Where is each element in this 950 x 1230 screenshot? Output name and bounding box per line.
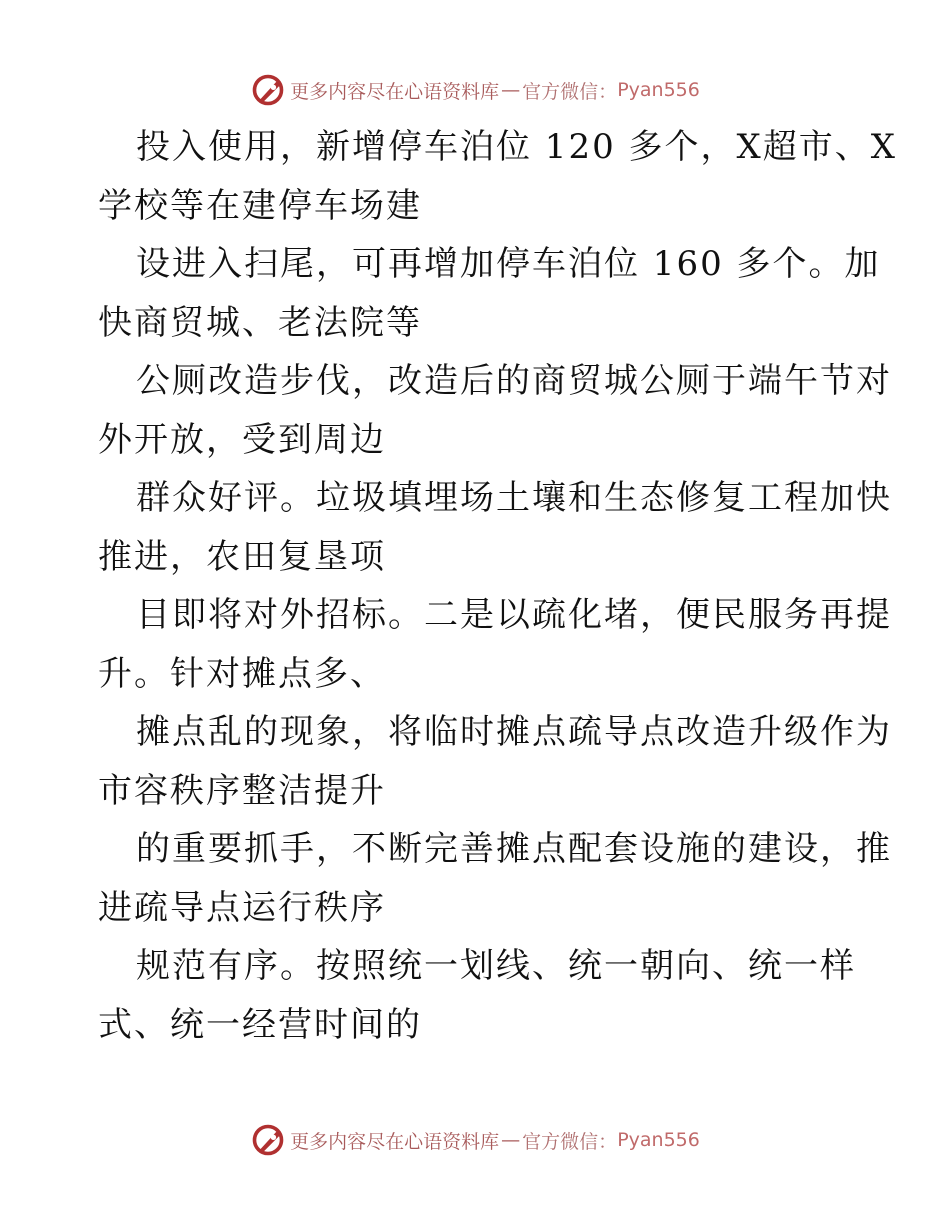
banner-wechat-id: Pyan556 [617, 1129, 700, 1151]
document-body [98, 118, 897, 1054]
paragraph-line: 市容秩序整洁提升 [98, 770, 386, 811]
paragraph-line: 目即将对外招标。二是以疏化堵，便民服务再提 [136, 595, 892, 635]
paragraph-line: 学校等在建停车场建 [98, 185, 422, 226]
paragraph-line: 摊点乱的现象，将临时摊点疏导点改造升级作为 [136, 712, 892, 752]
paragraph-line: 推进，农田复垦项 [98, 536, 386, 577]
pen-logo-icon [250, 72, 286, 108]
banner-wechat-id: Pyan556 [617, 79, 700, 101]
paragraph-line: 式、统一经营时间的 [98, 1004, 422, 1045]
paragraph-line: 群众好评。垃圾填埋场土壤和生态修复工程加快 [136, 478, 892, 518]
banner-dash: — [501, 79, 521, 101]
footer-banner [0, 1122, 950, 1158]
paragraph-line: 规范有序。按照统一划线、统一朝向、统一样 [136, 946, 856, 986]
header-banner [0, 72, 950, 108]
banner-contact-label: 官方微信： [522, 1130, 618, 1153]
banner-brand: 更多内容尽在心语资料库 [290, 80, 500, 103]
banner-contact-label: 官方微信： [522, 80, 618, 103]
paragraph-line: 快商贸城、老法院等 [98, 302, 422, 343]
paragraph-line: 外开放，受到周边 [98, 419, 386, 460]
pen-logo-icon [250, 1122, 286, 1158]
banner-brand: 更多内容尽在心语资料库 [290, 1130, 500, 1153]
paragraph-line: 升。针对摊点多、 [98, 653, 386, 694]
paragraph-line: 进疏导点运行秩序 [98, 887, 386, 928]
banner-dash: — [501, 1129, 521, 1151]
paragraph-line: 公厕改造步伐，改造后的商贸城公厕于端午节对 [136, 361, 892, 401]
paragraph-line: 的重要抓手，不断完善摊点配套设施的建设，推 [136, 829, 892, 869]
paragraph-line: 投入使用，新增停车泊位 120 多个，X超市、X [136, 127, 897, 167]
paragraph-line: 设进入扫尾，可再增加停车泊位 160 多个。加 [136, 244, 881, 284]
